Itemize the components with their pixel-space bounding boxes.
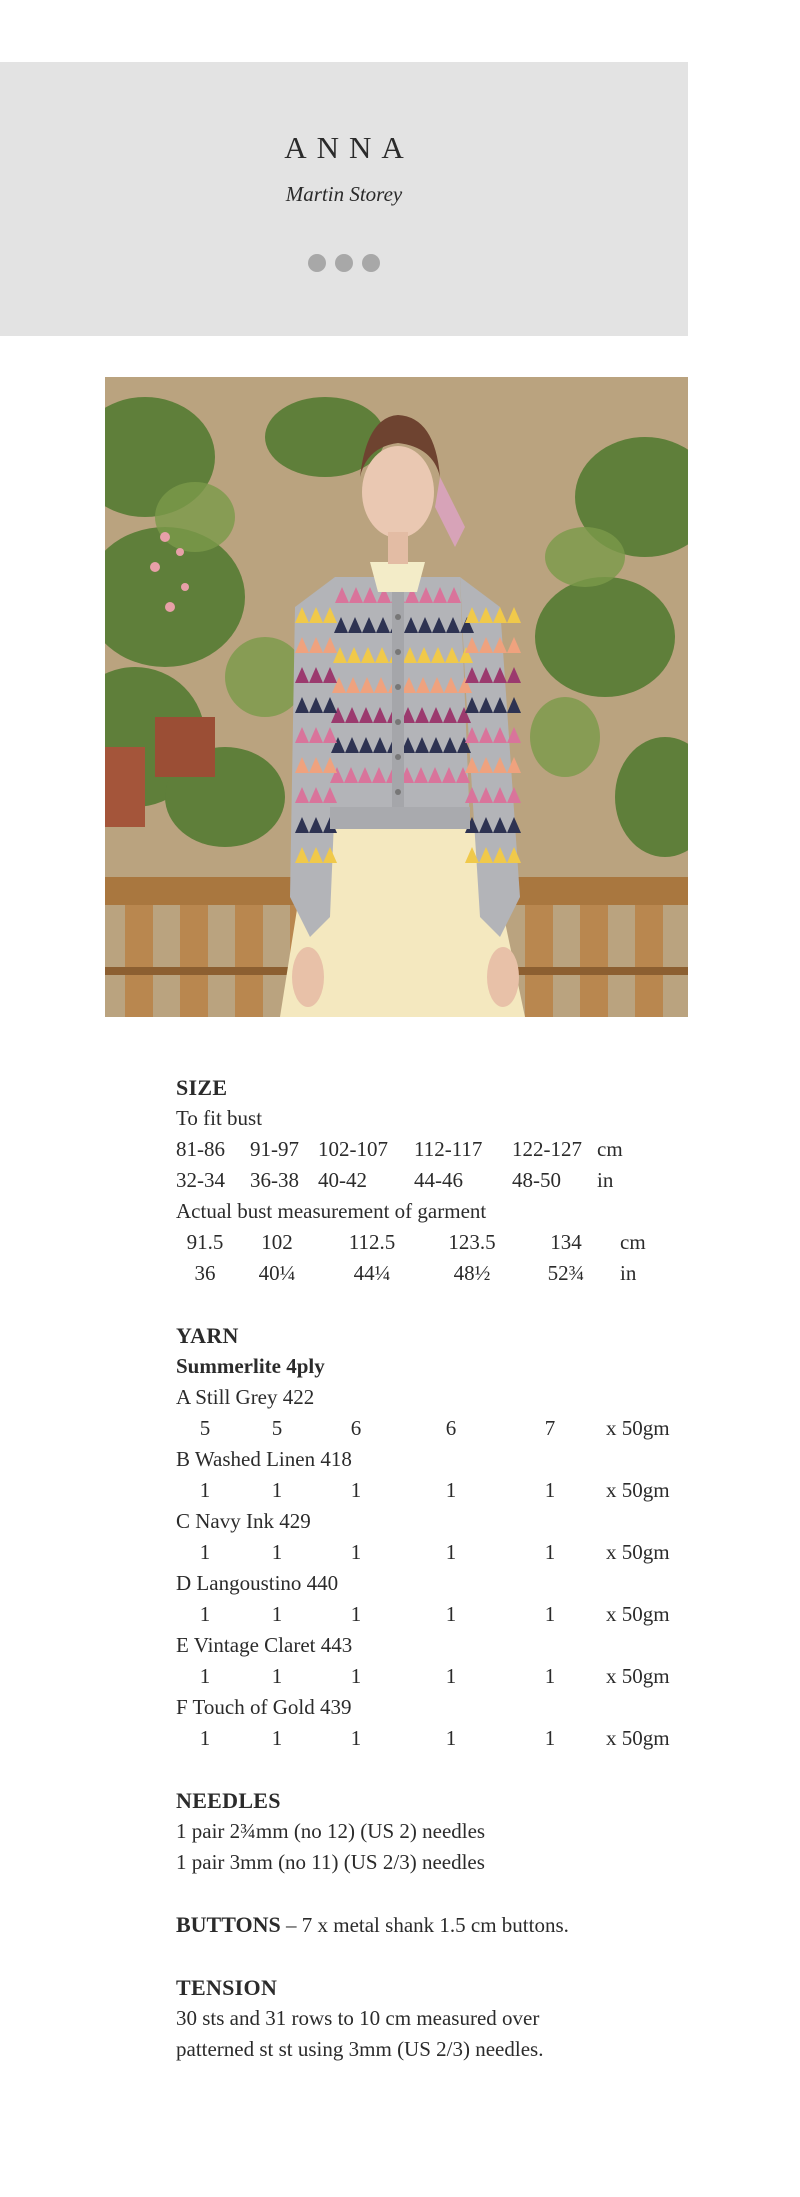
quantity-cell: 7 xyxy=(544,1416,556,1440)
size-cell: 102-107 xyxy=(318,1137,388,1161)
unit-label: in xyxy=(597,1168,614,1192)
size-section xyxy=(176,1072,716,1289)
unit-label: x 50gm xyxy=(606,1726,670,1750)
quantity-cell: 1 xyxy=(350,1664,362,1688)
size-heading: SIZE xyxy=(176,1075,228,1100)
size-cell: 102 xyxy=(261,1230,293,1254)
unit-label: x 50gm xyxy=(606,1664,670,1688)
size-cell: 32-34 xyxy=(176,1168,225,1192)
quantity-cell: 1 xyxy=(271,1664,283,1688)
dot-icon xyxy=(362,254,380,272)
pattern-title: ANNA xyxy=(284,130,414,165)
actual-in-row xyxy=(176,1258,716,1289)
quantity-cell: 6 xyxy=(350,1416,362,1440)
tension-line: patterned st st using 3mm (US 2/3) needles. xyxy=(176,2037,544,2061)
yarn-quantity-row xyxy=(176,1723,716,1754)
size-in-row xyxy=(176,1165,716,1196)
quantity-cell: 1 xyxy=(199,1664,211,1688)
pattern-specs xyxy=(176,1072,716,2065)
model-photo-illustration xyxy=(105,377,688,1017)
unit-label: cm xyxy=(597,1137,623,1161)
tension-line: 30 sts and 31 rows to 10 cm measured over xyxy=(176,2006,540,2030)
quantity-cell: 1 xyxy=(199,1540,211,1564)
quantity-cell: 1 xyxy=(445,1602,457,1626)
size-cell: 44-46 xyxy=(414,1168,463,1192)
tension-heading: TENSION xyxy=(176,1975,278,2000)
unit-label: x 50gm xyxy=(606,1602,670,1626)
dot-icon xyxy=(335,254,353,272)
quantity-cell: 1 xyxy=(199,1602,211,1626)
actual-bust-label: Actual bust measurement of garment xyxy=(176,1199,487,1223)
unit-label: x 50gm xyxy=(606,1416,670,1440)
buttons-section xyxy=(176,1909,716,1941)
size-cell: 40¼ xyxy=(258,1261,296,1285)
actual-cm-row xyxy=(176,1227,716,1258)
quantity-cell: 1 xyxy=(199,1726,211,1750)
size-cell: 122-127 xyxy=(512,1137,582,1161)
size-cell: 48-50 xyxy=(512,1168,561,1192)
quantity-cell: 1 xyxy=(445,1540,457,1564)
size-cell: 91-97 xyxy=(250,1137,299,1161)
yarn-colour-label: E Vintage Claret 443 xyxy=(176,1633,353,1657)
quantity-cell: 1 xyxy=(445,1726,457,1750)
yarn-section xyxy=(176,1320,716,1754)
needles-heading: NEEDLES xyxy=(176,1788,281,1813)
yarn-quantity-row xyxy=(176,1537,716,1568)
quantity-cell: 6 xyxy=(445,1416,457,1440)
yarn-colour-list xyxy=(176,1382,716,1754)
designer-name: Martin Storey xyxy=(285,182,403,206)
quantity-cell: 1 xyxy=(350,1602,362,1626)
yarn-heading: YARN xyxy=(176,1323,239,1348)
size-cell: 40-42 xyxy=(318,1168,367,1192)
quantity-cell: 1 xyxy=(544,1726,556,1750)
tension-section xyxy=(176,1972,716,2065)
unit-label: x 50gm xyxy=(606,1478,670,1502)
quantity-cell: 1 xyxy=(544,1478,556,1502)
yarn-quantity-row xyxy=(176,1413,716,1444)
buttons-text: – 7 x metal shank 1.5 cm buttons. xyxy=(280,1913,569,1937)
needle-line: 1 pair 3mm (no 11) (US 2/3) needles xyxy=(176,1850,485,1874)
quantity-cell: 1 xyxy=(445,1664,457,1688)
quantity-cell: 1 xyxy=(445,1478,457,1502)
title-block xyxy=(0,62,688,336)
yarn-quantity-row xyxy=(176,1599,716,1630)
fit-bust-label: To fit bust xyxy=(176,1106,263,1130)
size-cell: 44¼ xyxy=(353,1261,391,1285)
quantity-cell: 1 xyxy=(271,1478,283,1502)
yarn-colour-label: D Langoustino 440 xyxy=(176,1571,339,1595)
quantity-cell: 5 xyxy=(271,1416,283,1440)
needle-line: 1 pair 2¾mm (no 12) (US 2) needles xyxy=(176,1819,486,1843)
quantity-cell: 1 xyxy=(544,1602,556,1626)
buttons-heading: BUTTONS xyxy=(176,1912,281,1937)
quantity-cell: 5 xyxy=(199,1416,211,1440)
size-cell: 81-86 xyxy=(176,1137,225,1161)
yarn-colour-label: C Navy Ink 429 xyxy=(176,1509,311,1533)
quantity-cell: 1 xyxy=(350,1726,362,1750)
size-cell: 91.5 xyxy=(186,1230,224,1254)
size-cell: 112-117 xyxy=(414,1137,483,1161)
size-cell: 36-38 xyxy=(250,1168,299,1192)
size-cell: 36 xyxy=(194,1261,216,1285)
yarn-name: Summerlite 4ply xyxy=(176,1354,325,1378)
quantity-cell: 1 xyxy=(271,1726,283,1750)
unit-label: in xyxy=(620,1261,637,1285)
yarn-colour-label: F Touch of Gold 439 xyxy=(176,1695,352,1719)
yarn-quantity-row xyxy=(176,1475,716,1506)
quantity-cell: 1 xyxy=(271,1540,283,1564)
size-cell: 134 xyxy=(550,1230,582,1254)
quantity-cell: 1 xyxy=(544,1540,556,1564)
size-cell: 52¾ xyxy=(547,1261,585,1285)
quantity-cell: 1 xyxy=(350,1478,362,1502)
size-cm-row xyxy=(176,1134,716,1165)
dot-icon xyxy=(308,254,326,272)
needles-section xyxy=(176,1785,716,1878)
yarn-colour-label: B Washed Linen 418 xyxy=(176,1447,352,1471)
size-cell: 112.5 xyxy=(348,1230,396,1254)
size-cell: 48½ xyxy=(453,1261,491,1285)
yarn-colour-label: A Still Grey 422 xyxy=(176,1385,315,1409)
unit-label: cm xyxy=(620,1230,646,1254)
size-cell: 123.5 xyxy=(448,1230,496,1254)
quantity-cell: 1 xyxy=(544,1664,556,1688)
quantity-cell: 1 xyxy=(350,1540,362,1564)
decorative-dots xyxy=(0,254,688,272)
unit-label: x 50gm xyxy=(606,1540,670,1564)
quantity-cell: 1 xyxy=(199,1478,211,1502)
yarn-quantity-row xyxy=(176,1661,716,1692)
quantity-cell: 1 xyxy=(271,1602,283,1626)
model-photo xyxy=(105,377,688,1017)
